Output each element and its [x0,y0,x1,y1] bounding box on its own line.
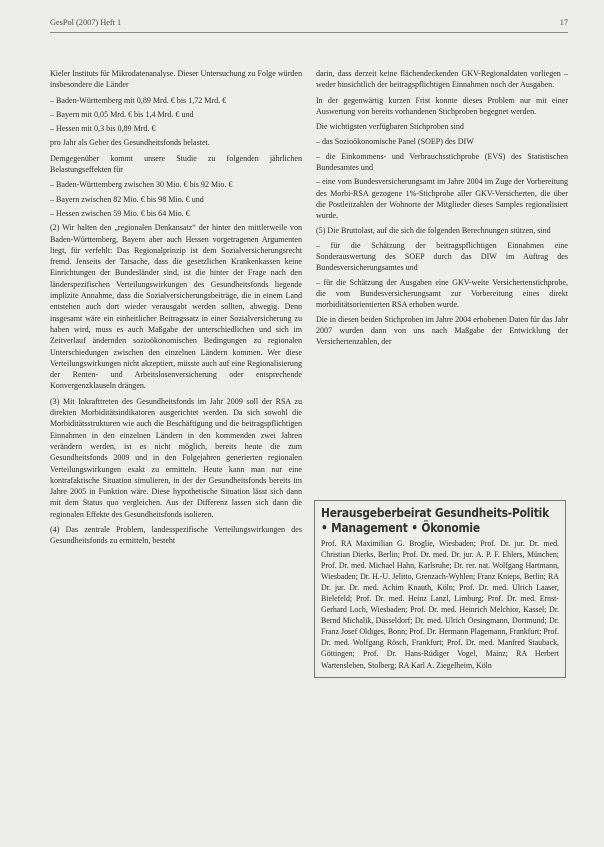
list-item: – für die Schätzung der Ausgaben eine GKV-weite Versichertenstichprobe, die vom Bundesversicherungsamt zur Vorbereitung eines direkt morbiditätsorientierten RSA erhoben wurde. [316,277,568,310]
header-rule [50,32,568,33]
paragraph: darin, dass derzeit keine flächendeckenden GKV-Regionaldaten vorliegen – weder hinsichtlich der beitragspflichtigen Einnahmen noch der Ausgaben. [316,69,568,90]
list-item: – für die Schätzung der beitragspflichtigen Einnahmen eine Sonderauswertung des SOEP durch das DIW im Auftrag des Bundesversicherungsamtes und [316,240,568,273]
list-item: – eine vom Bundesversicherungsamt im Jahre 2004 im Zuge der Vorbereitung des Morbi-RSA gezogene 1%-Stichprobe aller GKV-Versicherten, die über die Postleitzahlen der Wohnorte der Mitglieder dieses Samples regionalisiert wurde. [316,177,568,221]
page-number: 17 [559,18,568,27]
list-item: – Baden-Württemberg zwischen 30 Mio. € bis 92 Mio. € [50,180,233,190]
journal-reference: GesPol (2007) Heft 1 [50,18,122,27]
running-header [50,18,568,32]
paragraph: Die in diesen beiden Stichproben im Jahre 2004 erhobenen Daten für das Jahr 2007 wurden dann von uns nach Maßgabe der Entwicklung der Versichertenzahlen, der [316,314,568,347]
list-item: – das Sozioökonomische Panel (SOEP) des DIW [316,137,474,147]
paragraph: (5) Die Bruttolast, auf die sich die folgenden Berechnungen stützen, sind [316,225,551,235]
advisory-board-box [314,500,566,678]
list-item: – Bayern mit 0,05 Mrd. € bis 1,4 Mrd. € und [50,109,194,119]
paragraph: Demgegenüber kommt unsere Studie zu folgenden jährlichen Belastungseffekten für [50,153,302,175]
paragraph: Die wichtigsten verfügbaren Stichproben sind [316,122,464,132]
paragraph: (3) Mit Inkrafttreten des Gesundheitsfonds im Jahr 2009 soll der RSA zu direkten Morbiditätsindikatoren ausgerichtet werden. Da sich sowohl die Morbiditätsstrukturen wie auch die Beschäftigung und die beitragspflichtigen Einnahmen in den einzelnen Ländern in den kommenden zwei Jahren verändern werden, ist es nicht möglich, bereits heute die zum Gesundheitsfonds 2009 und in den Folgejahren generierten regionalen Verteilungswirkungen exakt zu ermitteln. Heute kann man nur eine kontrafaktische Situation simulieren, in der der Gesundheitsfonds bereits im Jahre 2005 in Funktion wäre. Diese hypothetische Situation lässt sich dann mit dem Status quo vergleichen. Aus der Differenz lassen sich dann die regionalen Effekte des Gesundheitsfonds isolieren. [50,396,302,519]
list-item: – die Einkommens- und Verbrauchsstichprobe (EVS) des Statistischen Bundesamtes und [316,151,568,173]
paragraph: In der gegenwärtig kurzen Frist konnte dieses Problem nur mit einer Auswertung von bereits vorhandenen Stichproben begegnet werden. [316,95,568,116]
list-item: – Baden-Württemberg mit 0,89 Mrd. € bis 1,72 Mrd. € [50,95,227,105]
left-column [50,68,302,551]
paragraph: Kieler Instituts für Mikrodatenanalyse. Dieser Untersuchung zu Folge würden insbesondere die Länder [50,69,302,90]
advisory-board-title: Herausgeberbeirat Gesundheits-Politik • Management • Ökonomie [321,505,549,535]
paragraph: (4) Das zentrale Problem, landesspezifische Verteilungswirkungen des Gesundheitsfonds zu ermitteln, besteht [50,524,302,546]
paragraph: pro Jahr als Geber des Gesundheitsfonds belastet. [50,138,210,148]
paragraph: (2) Wir halten den „regionalen Denkansatz“ der hinter den mittlerweile von Baden-Württemberg, Bayern aber auch Hessen vorgetragenen Argumenten liegt, für verfehlt: Das Regionalprinzip ist dem Sozialversicherungsrecht fremd. Jenseits der Tatsache, dass die gesetzlichen Krankenkassen keine Einrichtungen der Bundesländer sind, ist die hinter der Frage nach den länderspezifischen Verteilungswirkungen des Gesundheitsfonds liegende implizite Annahme, dass die Sozialversicherungsbeiträge, die in einem Land entstehen auch dort wieder verausgabt werden sollten, abwegig. Denn insgesamt wäre ein einheitlicher Beitragssatz in einer Sozialversicherung zu haben wird, muss es auch Maßgabe der unterschiedlichen und sich im Zeitverlauf ändernden sozioökonomischen Bedingungen zu regionalen Unterschiedungen zwischen den einzelnen Ländern kommen. Wer diese Verteilungswirkungen nicht akzeptiert, müsste auch auf eine Regionalisierung der Renten- und Arbeitslosenversicherung oder entsprechende Konvergenzklauseln drängen. [50,223,302,391]
advisory-board-members: Prof. RA Maximilian G. Broglie, Wiesbaden; Prof. Dr. jur. Dr. med. Christian Dierks, Berlin; Prof. Dr. med. Dr. jur. A. P. F. Ehlers, München; Prof. Dr. med. Michael Hahn, Karlsruhe; Dr. rer. nat. Wolfgang Hartmann, Wiesbaden; Dr. H.-U. Jelitto, Grenzach-Wyhlen; Franz Knieps, Berlin; RA Dr. jur. Dr. med. Achim Knauth, Köln; Prof. Dr. med. Ulrich Laaser, Bielefeld; Prof. Dr. med. Heinz Lanzl, Limburg; Prof. Dr. med. Ernst-Gerhard Loch, Wiesbaden; Prof. Dr. med. Heinrich Melchior, Kassel; Dr. Bernd Michalik, Düsseldorf; Dr. med. Ulrich Oesingmann, Dortmund; Dr. Franz Josef Oldiges, Bonn; Prof. Dr. Hermann Plagemann, Frankfurt; Prof. Dr. med. Wolfgang Rösch, Frankfurt; Prof. Dr. med. Manfred Stauback, Göttingen; Prof. Dr. Hans-Rüdiger Vogel, Mainz; RA Herbert Wartensleben, Stolberg; RA Karl A. Ziegelheim, Köln [321,539,559,670]
list-item: – Hessen zwischen 59 Mio. € bis 64 Mio. € [50,208,190,218]
list-item: – Bayern zwischen 82 Mio. € bis 98 Mio. € und [50,194,204,204]
list-item: – Hessen mit 0,3 bis 0,89 Mrd. € [50,124,156,134]
right-column [316,68,568,352]
